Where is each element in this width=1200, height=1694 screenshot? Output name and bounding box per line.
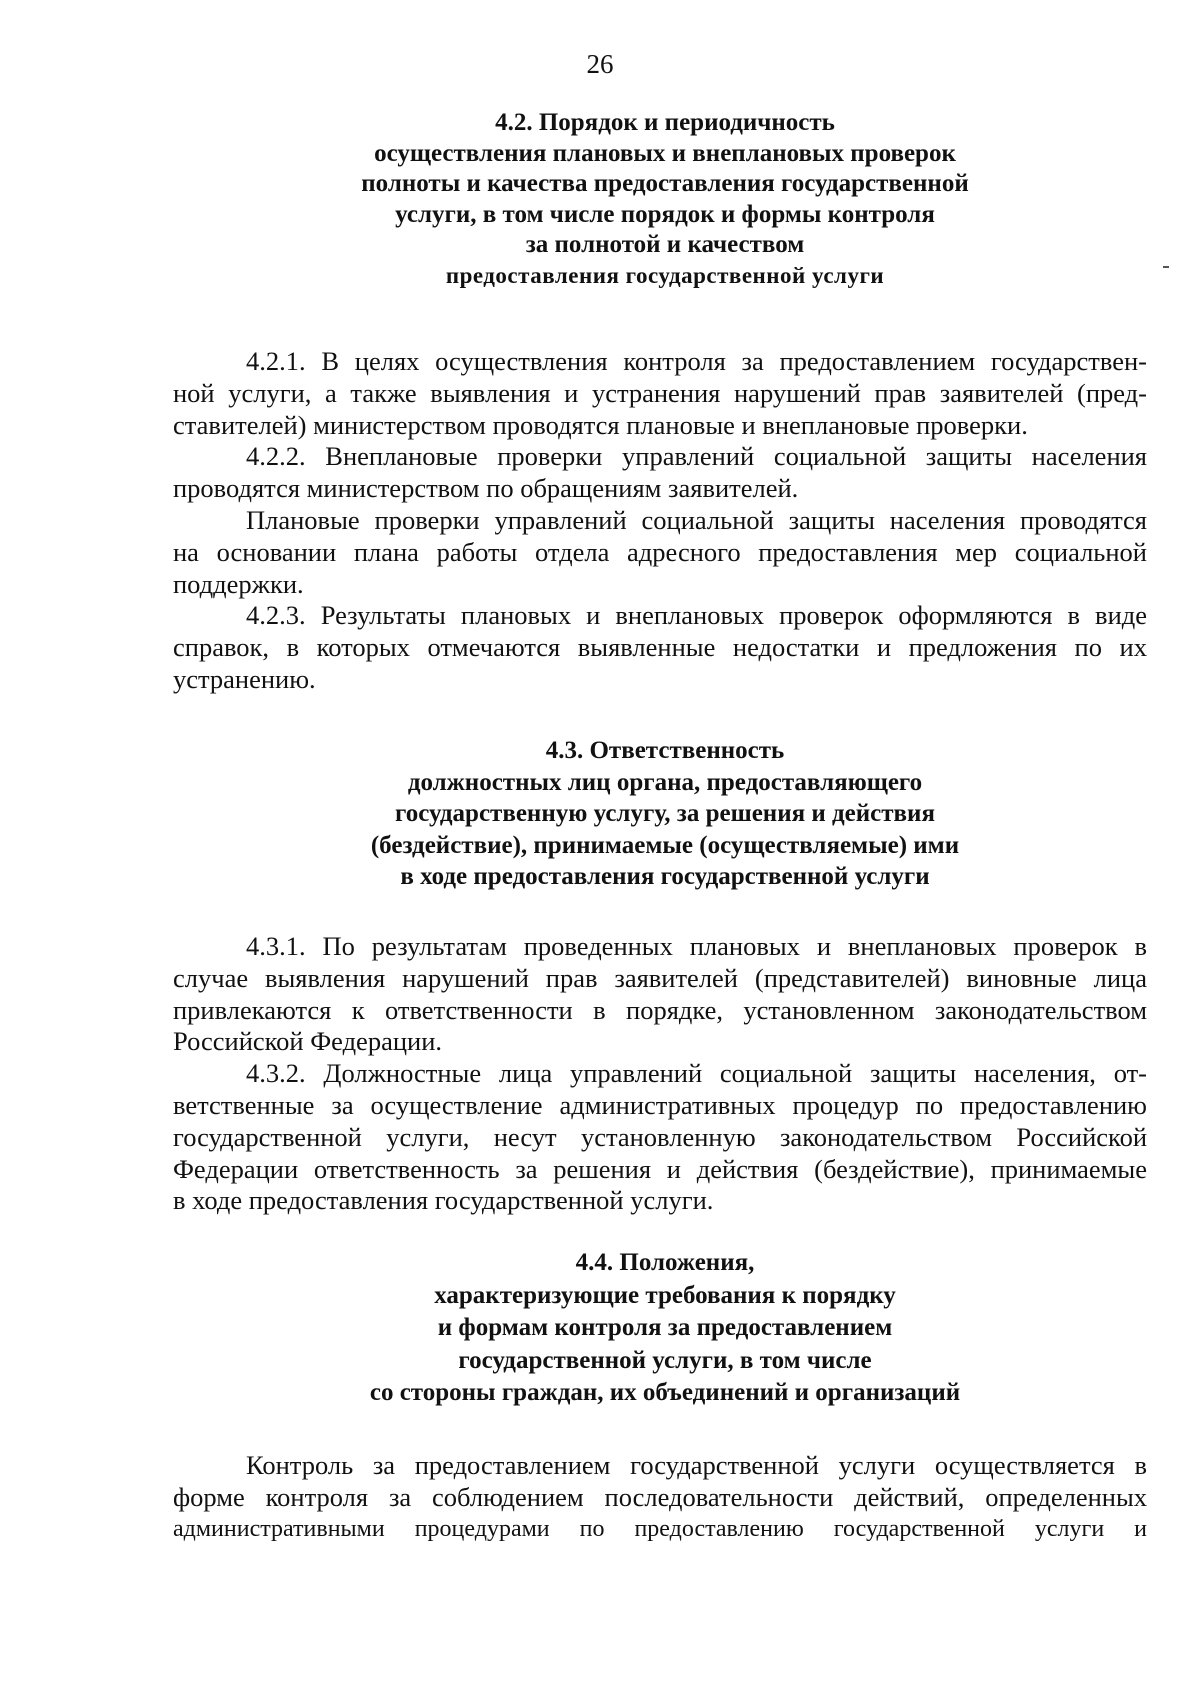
heading-line: и формам контроля за предоставлением	[437, 1314, 893, 1341]
paragraph-line: ветственные за осуществление административных процедур по предоставлению	[173, 1089, 1147, 1120]
heading-line: услуги, в том числе порядок и формы контроля	[395, 200, 935, 228]
page-number: 26	[586, 49, 614, 79]
heading-line: 4.2. Порядок и периодичность	[495, 109, 835, 136]
paragraph-line: Федерации ответственность за решения и действия (бездействие), принимаемые	[173, 1153, 1147, 1184]
paragraph-line: в ходе предоставления государственной услуги.	[173, 1185, 714, 1216]
heading-line: в ходе предоставления государственной услуги	[400, 863, 930, 890]
paragraph-line: 4.3.2. Должностные лица управлений социальной защиты населения, от-	[246, 1058, 1147, 1089]
heading-line: государственной услуги, в том числе	[458, 1346, 872, 1374]
paragraph-line: 4.3.1. По результатам проведенных плановых и внеплановых проверок в	[246, 931, 1147, 961]
heading-line: 4.4. Положения,	[575, 1249, 755, 1276]
paragraph-line: ной услуги, а также выявления и устранения нарушений прав заявителей (пред-	[173, 377, 1147, 408]
scan-mark	[1163, 266, 1169, 268]
section-4-3-heading	[150, 735, 1180, 893]
paragraph-line: устранению.	[173, 663, 316, 694]
paragraph-line: на основании плана работы отдела адресного предоставления мер социальной	[173, 536, 1147, 567]
section-4-2-heading	[150, 108, 1180, 291]
section-4-4-body	[173, 1450, 1147, 1545]
heading-line: осуществления плановых и внеплановых проверок	[374, 139, 956, 167]
paragraph-line: форме контроля за соблюдением последовательности действий, определенных	[173, 1481, 1147, 1512]
heading-line: (бездействие), принимаемые (осуществляемые) ими	[370, 831, 960, 859]
section-4-2-body	[173, 346, 1147, 696]
heading-line: со стороны граждан, их объединений и организаций	[369, 1379, 961, 1406]
paragraph-line: административными процедурами по предоставлению государственной услуги и	[173, 1515, 1147, 1542]
heading-line: полноты и качества предоставления государственной	[361, 170, 969, 197]
paragraph-line: привлекаются к ответственности в порядке, установленном законодательством	[173, 994, 1147, 1025]
paragraph-line: 4.2.3. Результаты плановых и внеплановых проверок оформляются в виде	[246, 600, 1147, 631]
section-4-3-body	[173, 931, 1147, 1217]
heading-line: характеризующие требования к порядку	[434, 1281, 896, 1309]
paragraph-line: справок, в которых отмечаются выявленные недостатки и предложения по их	[173, 632, 1147, 663]
heading-line: предоставления государственной услуги	[445, 262, 885, 288]
paragraph-line: 4.2.1. В целях осуществления контроля за предоставлением государствен-	[246, 346, 1147, 376]
paragraph-line: государственной услуги, несут установленную законодательством Российской	[173, 1121, 1147, 1152]
paragraph-line: поддержки.	[173, 568, 304, 599]
paragraph-line: Российской Федерации.	[173, 1026, 442, 1057]
paragraph-line: Плановые проверки управлений социальной защиты населения проводятся	[246, 504, 1147, 535]
heading-line: должностных лиц органа, предоставляющего	[407, 768, 923, 796]
heading-line: 4.3. Ответственность	[545, 737, 785, 764]
paragraph-line: 4.2.2. Внеплановые проверки управлений социальной защиты населения	[246, 441, 1147, 472]
heading-line: государственную услугу, за решения и действия	[394, 800, 935, 827]
heading-line: за полнотой и качеством	[525, 231, 805, 258]
section-4-4-heading	[150, 1247, 1180, 1410]
paragraph-line: случае выявления нарушений прав заявителей (представителей) виновные лица	[173, 962, 1147, 993]
paragraph-line: проводятся министерством по обращениям заявителей.	[173, 473, 799, 504]
paragraph-line: ставителей) министерством проводятся плановые и внеплановые проверки.	[173, 409, 1028, 440]
paragraph-line: Контроль за предоставлением государственной услуги осуществляется в	[246, 1450, 1147, 1480]
